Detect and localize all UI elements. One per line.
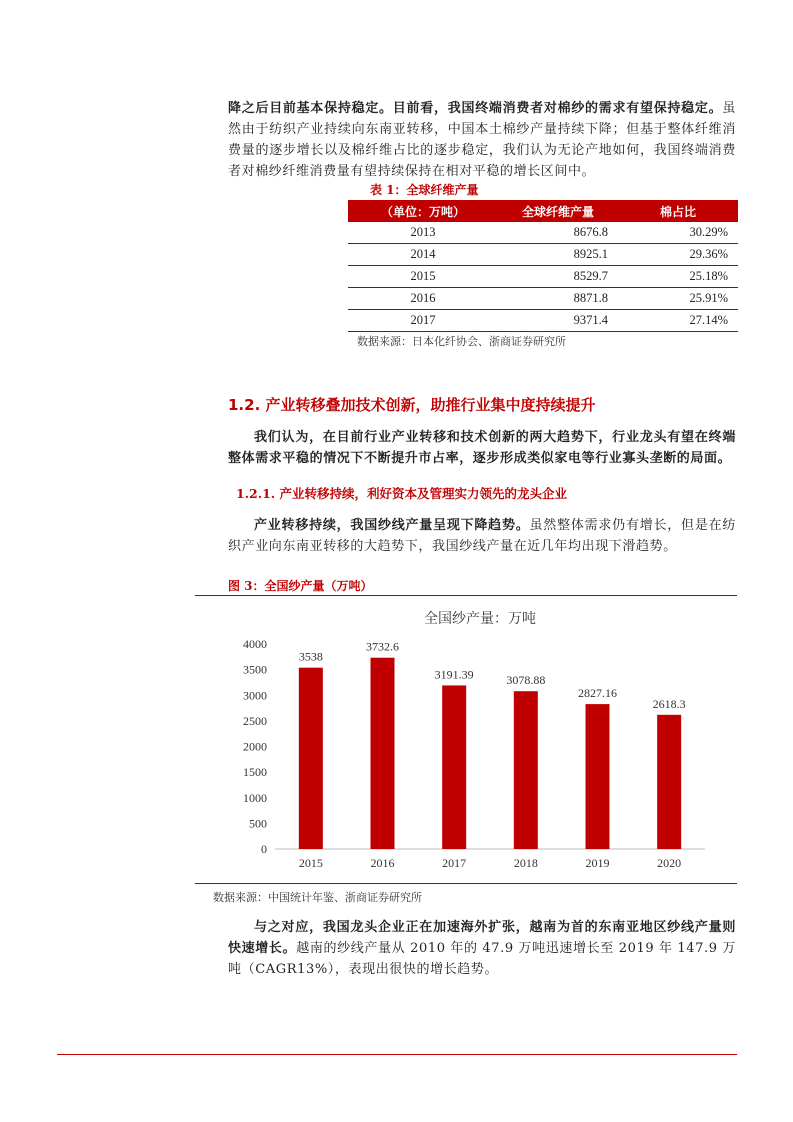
bar-value-label: 2827.16: [578, 686, 617, 701]
bar-value-label: 3078.88: [506, 673, 546, 688]
y-tick-label: 0: [261, 842, 267, 856]
share-cell: 25.18%: [618, 266, 738, 288]
bar-value-label: 3732.6: [366, 639, 399, 654]
closing-text: 越南的纱线产量从 2010 年的 47.9 万吨迅速增长至 2019 年 147.9 万吨（CAGR13%），表现出很快的增长趋势。: [228, 941, 736, 977]
share-cell: 29.36%: [618, 244, 738, 266]
y-tick-label: 3000: [243, 688, 267, 703]
intro-paragraph: [228, 98, 736, 182]
subsection-bold-text: 产业转移持续，我国纱线产量呈现下降趋势。: [254, 518, 530, 533]
figure-source: 数据来源：中国统计年鉴、浙商证券研究所: [213, 891, 422, 904]
table-row: [348, 222, 738, 244]
year-cell: 2017: [348, 310, 498, 332]
header-unit: （单位：万吨）: [348, 200, 498, 222]
bar-value-label: 3538: [298, 649, 323, 664]
y-tick-label: 2000: [243, 739, 267, 754]
table-row: [348, 310, 738, 332]
yarn-production-chart: [195, 596, 737, 883]
section-paragraph: 我们认为，在目前行业产业转移和技术创新的两大趋势下，行业龙头有望在终端整体需求平稳的情况下不断提升市占率，逐步形成类似家电等行业寡头垄断的局面。: [228, 430, 736, 466]
bar: [442, 685, 466, 849]
header-fiber-production: 全球纤维产量: [498, 200, 618, 222]
table-header-row: [348, 200, 738, 222]
bar-value-label: 2618.3: [652, 696, 686, 711]
fiber-cell: 8676.8: [498, 222, 618, 244]
footer-rule: [57, 1054, 737, 1055]
figure-title: 图 3：全国纱产量（万吨）: [228, 579, 373, 593]
bar-value-label: 3191.39: [434, 667, 474, 682]
table-row: [348, 288, 738, 310]
subsection-paragraph: [228, 515, 736, 557]
x-tick-label: 2017: [442, 856, 467, 870]
header-cotton-share: 棉占比: [618, 200, 738, 222]
share-cell: 25.91%: [618, 288, 738, 310]
year-cell: 2013: [348, 222, 498, 244]
y-tick-label: 4000: [243, 637, 267, 651]
fiber-cell: 8871.8: [498, 288, 618, 310]
year-cell: 2016: [348, 288, 498, 310]
closing-bold-text: 与之对应，我国龙头企业正在加速海外扩张，越南为首的东南亚地区纱线产量则快速增长。: [228, 920, 736, 956]
bar: [657, 715, 681, 849]
year-cell: 2014: [348, 244, 498, 266]
fiber-production-table: [348, 200, 738, 332]
subsection-text: 虽然整体需求仍有增长，但是在纺织产业向东南亚转移的大趋势下，我国纱线产量在近几年均出现下滑趋势。: [228, 518, 736, 554]
y-tick-label: 500: [249, 816, 267, 831]
fiber-cell: 8529.7: [498, 266, 618, 288]
share-cell: 27.14%: [618, 310, 738, 332]
fiber-cell: 8925.1: [498, 244, 618, 266]
table-row: [348, 266, 738, 288]
table-row: [348, 244, 738, 266]
share-cell: 30.29%: [618, 222, 738, 244]
fiber-cell: 9371.4: [498, 310, 618, 332]
y-tick-label: 2500: [243, 713, 267, 728]
table-title: 表 1：全球纤维产量: [370, 183, 479, 197]
bar: [371, 658, 395, 849]
y-tick-label: 1500: [243, 765, 267, 780]
chart-title: 全国纱产量：万吨: [424, 612, 536, 627]
year-cell: 2015: [348, 266, 498, 288]
bar: [586, 704, 610, 849]
intro-text: 虽然由于纺织产业持续向东南亚转移，中国本土棉纱产量持续下降；但基于整体纤维消费量的逐步增长以及棉纤维占比的逐步稳定，我们认为无论产地如何，我国终端消费者对棉纱纤维消费量有望持续保持在相对平稳的增长区间中。: [228, 101, 736, 179]
subsection-heading: 1.2.1. 产业转移持续，利好资本及管理实力领先的龙头企业: [236, 486, 568, 501]
table-source: 数据来源：日本化纤协会、浙商证券研究所: [357, 335, 566, 348]
y-tick-label: 3500: [243, 662, 267, 677]
x-tick-label: 2018: [513, 856, 538, 870]
x-tick-label: 2015: [298, 856, 323, 870]
x-tick-label: 2019: [585, 856, 610, 870]
x-tick-label: 2020: [657, 856, 682, 870]
section-heading: 1.2. 产业转移叠加技术创新，助推行业集中度持续提升: [228, 396, 596, 414]
intro-bold-text: 降之后目前基本保持稳定。目前看，我国终端消费者对棉纱的需求有望保持稳定。: [228, 101, 723, 116]
closing-paragraph: [228, 917, 736, 980]
bar: [299, 668, 323, 849]
y-tick-label: 1000: [243, 790, 267, 805]
bar: [514, 691, 538, 849]
x-tick-label: 2016: [370, 856, 395, 870]
figure-bottom-rule: [195, 883, 737, 884]
